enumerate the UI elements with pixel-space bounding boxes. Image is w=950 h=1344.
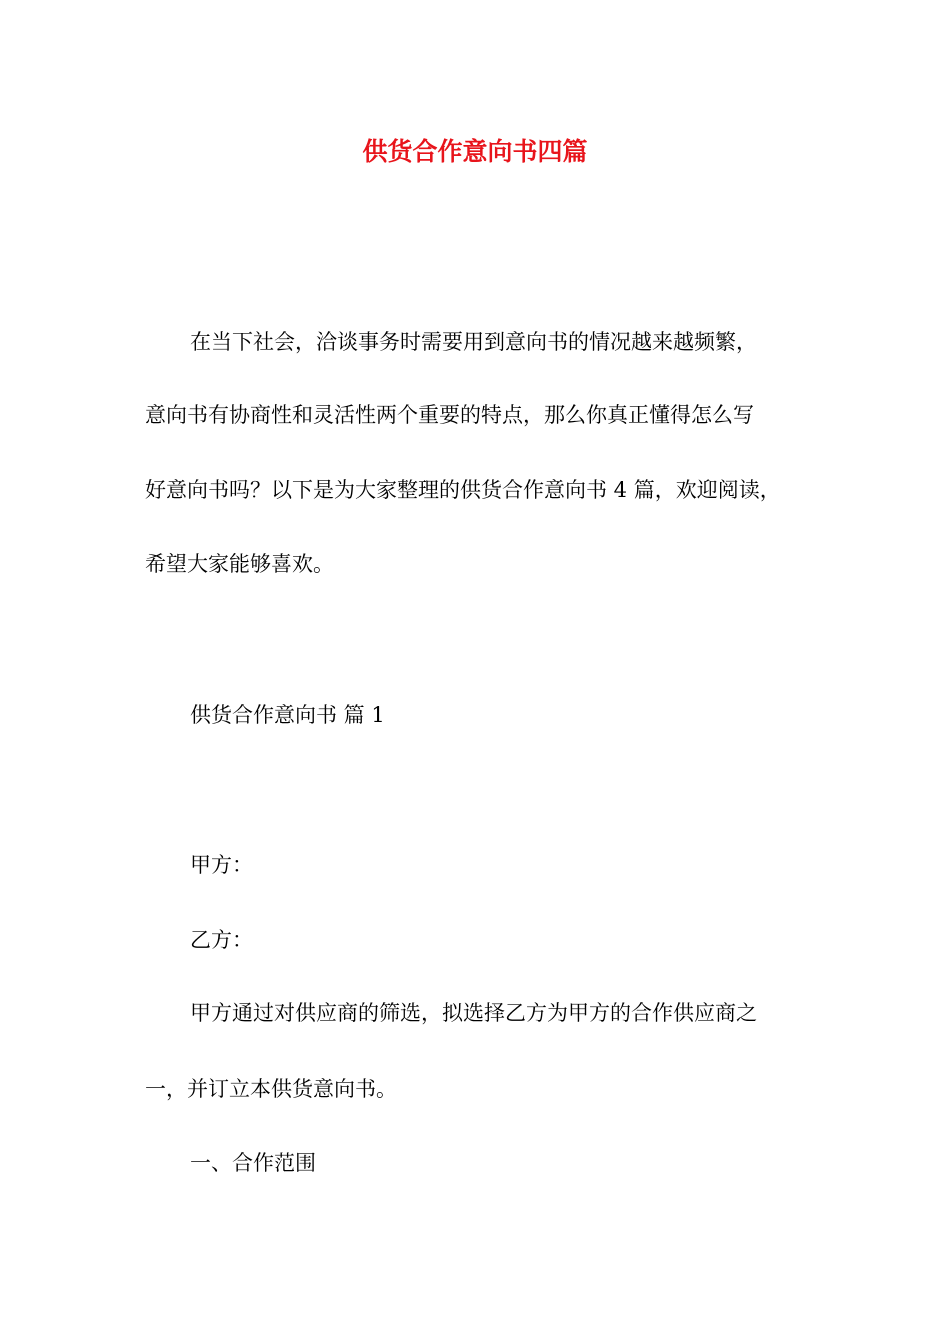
intro-line-2: 意向书有协商性和灵活性两个重要的特点，那么你真正懂得怎么写 (145, 403, 754, 427)
intro-line-1: 在当下社会，洽谈事务时需要用到意向书的情况越来越频繁， (190, 330, 757, 354)
intro-line-3: 好意向书吗？以下是为大家整理的供货合作意向书 4 篇，欢迎阅读， (145, 478, 781, 502)
party-b-label: 乙方： (190, 928, 253, 952)
intro-line-4: 希望大家能够喜欢。 (145, 552, 334, 576)
clause-heading: 一、合作范围 (190, 1151, 316, 1175)
party-a-label: 甲方： (190, 853, 253, 877)
body-line-1: 甲方通过对供应商的筛选，拟选择乙方为甲方的合作供应商之 (190, 1001, 757, 1025)
section-heading: 供货合作意向书 篇 1 (190, 703, 385, 727)
body-line-2: 一，并订立本供货意向书。 (145, 1077, 397, 1101)
document-title: 供货合作意向书四篇 (362, 137, 588, 166)
